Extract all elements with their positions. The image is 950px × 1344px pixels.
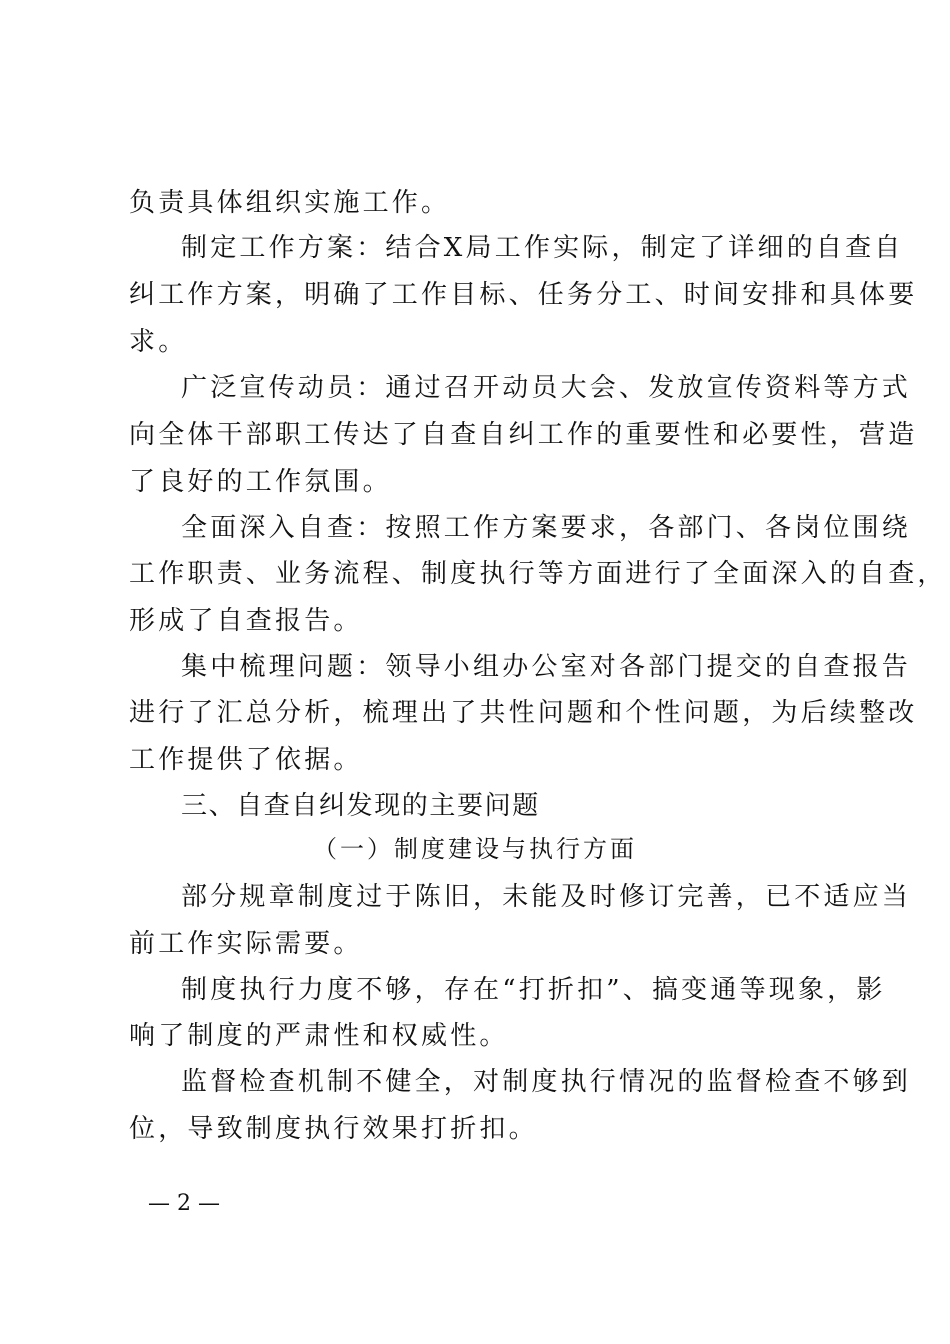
- paragraph-line: 响了制度的严肃性和权威性。: [129, 1021, 509, 1051]
- paragraph-line: 了良好的工作氛围。: [129, 467, 392, 497]
- paragraph-line: 负责具体组织实施工作。: [129, 188, 451, 218]
- paragraph-line: 进行了汇总分析，梳理出了共性问题和个性问题，为后续整改: [129, 698, 918, 728]
- paragraph-line: 求。: [129, 327, 188, 357]
- subsection-heading: （一）制度建设与执行方面: [313, 835, 637, 863]
- paragraph-line: 工作提供了依据。: [129, 745, 363, 775]
- paragraph-line: 纠工作方案，明确了工作目标、任务分工、时间安排和具体要: [129, 280, 918, 310]
- paragraph-line: 部分规章制度过于陈旧，未能及时修订完善，已不适应当: [181, 882, 912, 912]
- paragraph-line: 向全体干部职工传达了自查自纠工作的重要性和必要性，营造: [129, 420, 918, 450]
- paragraph-line: 广泛宣传动员：通过召开动员大会、发放宣传资料等方式: [181, 373, 912, 403]
- section-heading: 三、自查自纠发现的主要问题: [181, 791, 540, 821]
- paragraph-line: 制度执行力度不够，存在“打折扣”、搞变通等现象，影: [181, 975, 886, 1005]
- paragraph-line: 形成了自查报告。: [129, 606, 363, 636]
- paragraph-line: 前工作实际需要。: [129, 929, 363, 959]
- paragraph-line: 制定工作方案：结合X局工作实际，制定了详细的自查自: [181, 233, 904, 263]
- paragraph-line: 全面深入自查：按照工作方案要求，各部门、各岗位围绕: [181, 513, 912, 543]
- paragraph-line: 集中梳理问题：领导小组办公室对各部门提交的自查报告: [181, 652, 912, 682]
- paragraph-line: 工作职责、业务流程、制度执行等方面进行了全面深入的自查，: [129, 559, 947, 589]
- paragraph-line: 监督检查机制不健全，对制度执行情况的监督检查不够到: [181, 1067, 912, 1097]
- page-number: — 2 —: [148, 1191, 220, 1216]
- paragraph-line: 位，导致制度执行效果打折扣。: [129, 1114, 538, 1144]
